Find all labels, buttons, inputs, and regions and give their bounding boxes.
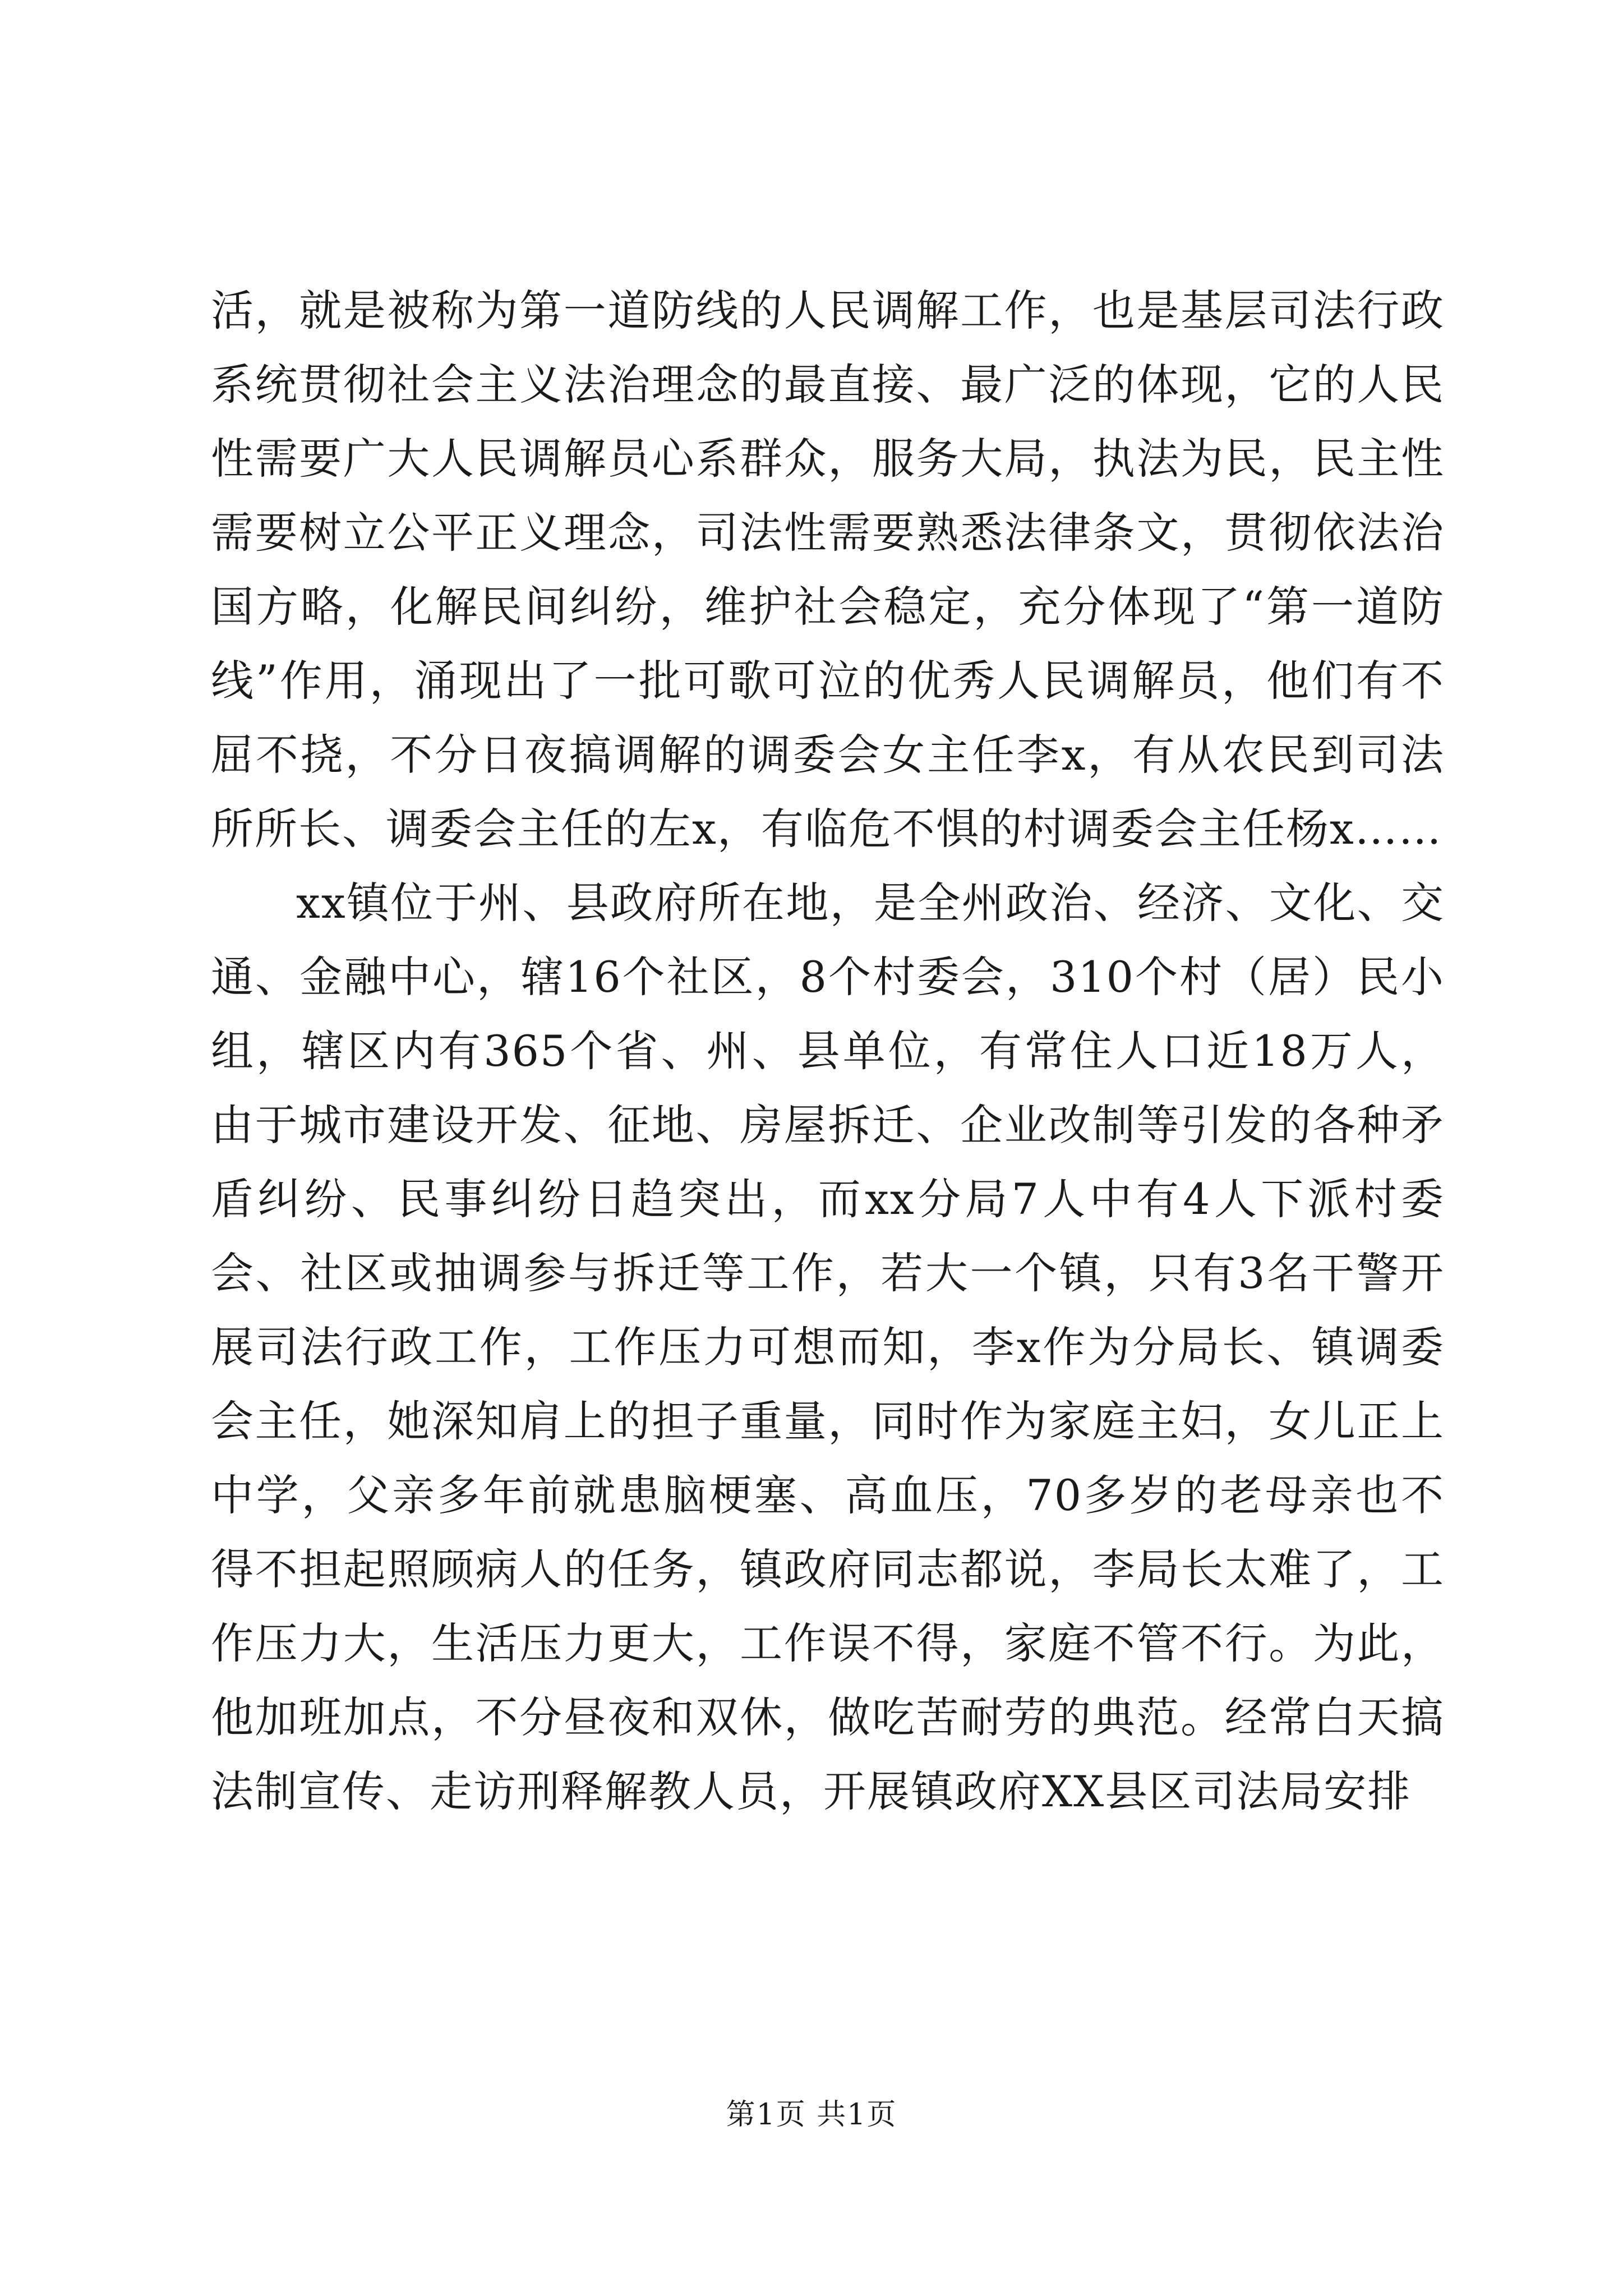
document-body — [211, 274, 1445, 1829]
paragraph-continuation: 活，就是被称为第一道防线的人民调解工作，也是基层司法行政系统贯彻社会主义法治理念的最直接、最广泛的体现，它的人民性需要广大人民调解员心系群众，服务大局，执法为民，民主性需要树立公平正义理念，司法性需要熟悉法律条文，贯彻依法治国方略，化解民间纠纷，维护社会稳定，充分体现了“第一道防线”作用，涌现出了一批可歌可泣的优秀人民调解员，他们有不屈不挠，不分日夜搞调解的调委会女主任李x，有从农民到司法所所长、调委会主任的左x，有临危不惧的村调委会主任杨x…… — [211, 286, 1445, 854]
page-footer: 第1页 共1页 — [726, 2098, 897, 2132]
paragraph-xx-town: xx镇位于州、县政府所在地，是全州政治、经济、文化、交通、金融中心，辖16个社区，8个村委会，310个村（居）民小组，辖区内有365个省、州、县单位，有常住人口近18万人，由于城市建设开发、征地、房屋拆迁、企业改制等引发的各种矛盾纠纷、民事纠纷日趋突出，而xx分局7人中有4人下派村委会、社区或抽调参与拆迁等工作，若大一个镇，只有3名干警开展司法行政工作，工作压力可想而知，李x作为分局长、镇调委会主任，她深知肩上的担子重量，同时作为家庭主妇，女儿正上中学，父亲多年前就患脑梗塞、高血压，70多岁的老母亲也不得不担起照顾病人的任务，镇政府同志都说，李局长太难了，工作压力大，生活压力更大，工作误不得，家庭不管不行。为此，他加班加点，不分昼夜和双休，做吃苦耐劳的典范。经常白天搞法制宣传、走访刑释解教人员，开展镇政府XX县区司法局安排 — [211, 878, 1445, 1816]
